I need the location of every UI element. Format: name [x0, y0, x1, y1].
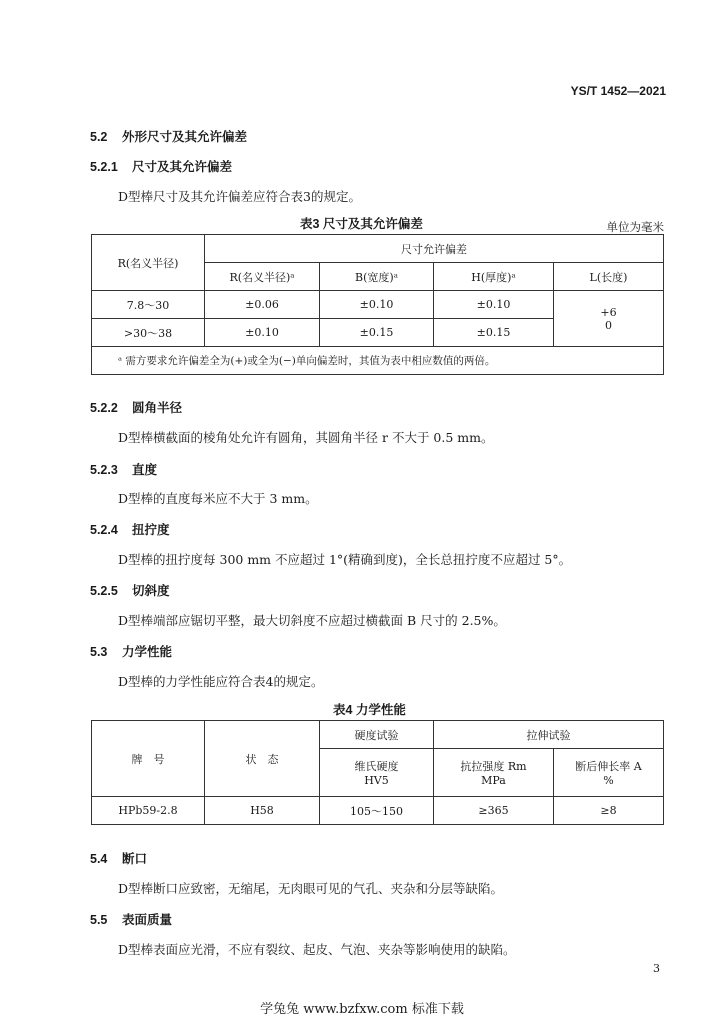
t4-rm-label: 抗拉强度 Rm	[460, 760, 527, 773]
table3-caption: 表3 尺寸及其允许偏差	[300, 217, 423, 231]
heading-5-2: 5.2 外形尺寸及其允许偏差	[90, 130, 248, 144]
para-5-2-4: D型棒的扭拧度每 300 mm 不应超过 1°(精确到度)，全长总扭拧度不应超过 5°。	[118, 552, 572, 567]
heading-5-4: 5.4 断口	[90, 852, 148, 866]
table-row	[92, 797, 664, 825]
table4	[91, 720, 664, 825]
t4-sub-rm	[434, 749, 554, 797]
t3-l-tolerance	[554, 291, 664, 347]
t3-l-upper: +6	[600, 305, 617, 319]
table4-caption: 表4 力学性能	[333, 703, 406, 717]
heading-5-2-5: 5.2.5 切斜度	[90, 584, 170, 598]
para-5-2-1: D型棒尺寸及其允许偏差应符合表3的规定。	[118, 189, 361, 204]
t3-sub-b: B(宽度)ᵃ	[320, 263, 434, 291]
t4-hv: 105～150	[320, 797, 434, 825]
t4-header-hardness: 硬度试验	[320, 721, 434, 749]
t3-r: ±0.10	[205, 319, 320, 347]
para-5-5: D型棒表面应光滑，不应有裂纹、起皮、气泡、夹杂等影响使用的缺陷。	[118, 942, 516, 957]
table3	[91, 234, 664, 375]
heading-5-5: 5.5 表面质量	[90, 913, 173, 927]
t3-range: >30～38	[92, 319, 205, 347]
heading-5-2-3: 5.2.3 直度	[90, 463, 158, 477]
t3-b: ±0.15	[320, 319, 434, 347]
t4-state: H58	[205, 797, 320, 825]
standard-code: YS/T 1452—2021	[570, 84, 666, 98]
t4-a-label: 断后伸长率 A	[575, 760, 642, 773]
t4-a-unit: %	[603, 774, 614, 787]
t3-sub-h: H(厚度)ᵃ	[434, 263, 554, 291]
t4-header-tensile: 拉伸试验	[434, 721, 664, 749]
table3-unit: 单位为毫米	[606, 220, 664, 234]
para-5-2-2: D型棒横截面的棱角处允许有圆角，其圆角半径 r 不大于 0.5 mm。	[118, 430, 494, 445]
para-5-4: D型棒断口应致密，无缩尾，无肉眼可见的气孔、夹杂和分层等缺陷。	[118, 881, 504, 896]
footer-watermark: 学兔兔 www.bzfxw.com 标准下载	[260, 1002, 464, 1017]
t3-range: 7.8～30	[92, 291, 205, 319]
t4-header-state: 状 态	[205, 721, 320, 797]
t4-grade: HPb59-2.8	[92, 797, 205, 825]
t3-header-group: 尺寸允许偏差	[205, 235, 664, 263]
t4-hv-label: 维氏硬度	[354, 760, 399, 773]
t3-header-r: R(名义半径)	[92, 235, 205, 291]
para-5-2-3: D型棒的直度每米应不大于 3 mm。	[118, 491, 318, 506]
heading-5-2-4: 5.2.4 扭拧度	[90, 523, 170, 537]
para-5-3: D型棒的力学性能应符合表4的规定。	[118, 674, 324, 689]
t4-a: ≥8	[554, 797, 664, 825]
t4-hv-unit: HV5	[364, 774, 389, 787]
heading-5-2-2: 5.2.2 圆角半径	[90, 401, 183, 415]
para-5-2-5: D型棒端部应锯切平整，最大切斜度不应超过横截面 B 尺寸的 2.5%。	[118, 613, 506, 628]
t4-rm: ≥365	[434, 797, 554, 825]
t3-l-lower: 0	[605, 318, 612, 332]
t3-r: ±0.06	[205, 291, 320, 319]
t3-sub-r: R(名义半径)ᵃ	[205, 263, 320, 291]
t4-rm-unit: MPa	[481, 774, 506, 787]
t4-sub-hv	[320, 749, 434, 797]
t3-footnote: ᵃ 需方要求允许偏差全为(+)或全为(−)单向偏差时，其值为表中相应数值的两倍。	[92, 347, 664, 375]
heading-5-3: 5.3 力学性能	[90, 645, 173, 659]
t4-sub-a	[554, 749, 664, 797]
table-row	[92, 291, 664, 319]
t3-b: ±0.10	[320, 291, 434, 319]
t3-h: ±0.15	[434, 319, 554, 347]
page-number: 3	[653, 962, 660, 975]
t3-sub-l: L(长度)	[554, 263, 664, 291]
t3-h: ±0.10	[434, 291, 554, 319]
t4-header-grade: 牌 号	[92, 721, 205, 797]
heading-5-2-1: 5.2.1 尺寸及其允许偏差	[90, 160, 233, 174]
